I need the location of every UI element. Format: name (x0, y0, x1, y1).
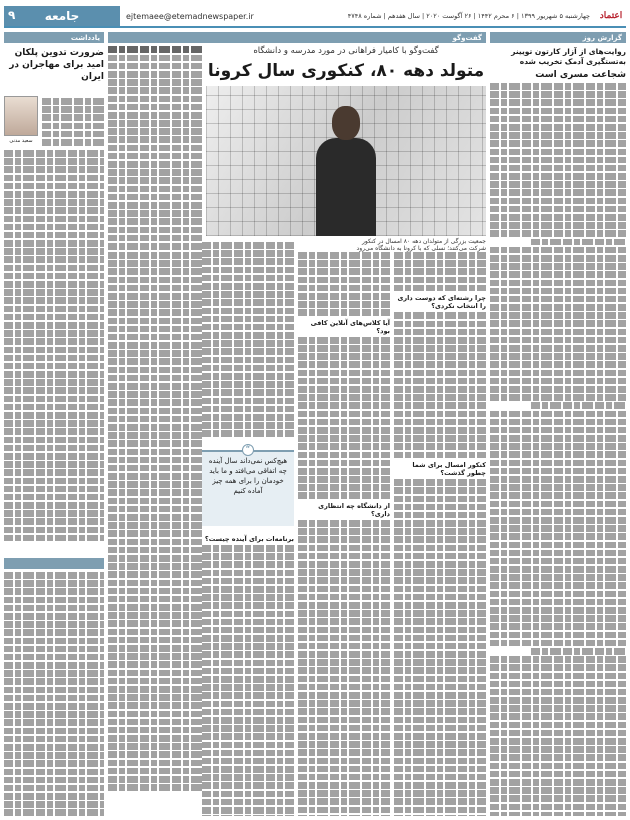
interview-column-2 (298, 252, 390, 816)
section-email[interactable]: ejtemaee@etemadnewspaper.ir (126, 11, 254, 21)
interview-kicker: گفت‌وگو با کامیار فراهانی در مورد مدرسه و دانشگاه (253, 46, 439, 56)
right-title: روایت‌های از آزار کارتون تویینر به‌تستگیری آدمک تخریب شده (511, 47, 626, 66)
interview-question: برنامه‌ات برای آینده چیست؟ (204, 535, 294, 543)
right-column (490, 32, 626, 816)
left-column (4, 32, 104, 816)
interview-column-4 (108, 252, 202, 792)
right-tag: گزارش روز (490, 32, 626, 43)
interview-question: کنکور امسال برای شما چطور گذشت؟ (412, 461, 486, 478)
interview-question: آیا کلاس‌های آنلاین کافی بود؟ (310, 318, 390, 335)
opinion-body-text (4, 150, 104, 543)
opinion-text-top (42, 98, 104, 147)
interview-headline: متولد دهه ۸۰، کنکوری سال کرونا (207, 61, 485, 81)
left-bottom-section (4, 558, 104, 816)
section-title: جامعه (44, 9, 80, 23)
interview-tag: گفت‌وگو (108, 32, 486, 43)
interview-question: چرا رشته‌ای که دوست داری را انتخاب نکردی؟ (397, 294, 486, 311)
left-bottom-tag (4, 558, 104, 569)
quote-icon: “ (242, 444, 254, 456)
date-line: چهارشنبه ۵ شهریور ۱۳۹۹ | ۶ محرم ۱۴۴۲ | ۲۶ آگوست ۲۰۲۰ | سال هفدهم | شماره ۴۷۴۸ (347, 12, 590, 20)
interview-column-1 (394, 252, 486, 816)
section-banner (4, 6, 120, 26)
interview-column-3 (202, 242, 294, 439)
interview-question: از دانشگاه چه انتظاری داری؟ (318, 502, 390, 519)
right-heading: شجاعت مسری است (535, 70, 626, 80)
page-number: ۹ (8, 8, 16, 22)
left-tag: یادداشت (4, 32, 104, 43)
person-figure (316, 106, 376, 236)
masthead (4, 6, 626, 28)
interview-photo (206, 86, 486, 236)
author-name: سعید مدنی (9, 138, 33, 144)
author-photo (4, 96, 38, 136)
opinion-title: ضرورت تدوین پلکان امید برای مهاجران در ایران (9, 48, 104, 82)
newspaper-logo: اعتماد (599, 11, 623, 21)
interview-intro-text (108, 46, 202, 251)
pull-quote (202, 445, 294, 526)
photo-caption: جمعیت بزرگی از متولدان دهه ۸۰ امسال در کنکور شرکت می‌کنند؛ نسلی که با کرونا به دانشگاه می‌رود (356, 238, 486, 252)
interview-column-3b (202, 532, 294, 816)
pull-quote-text: هیچ‌کس نمی‌داند سال آینده چه اتفاقی می‌افتد و ما باید خودمان را برای همه چیز آماده کنیم (208, 457, 288, 495)
interview-article (108, 32, 486, 816)
right-body-text (490, 83, 626, 816)
